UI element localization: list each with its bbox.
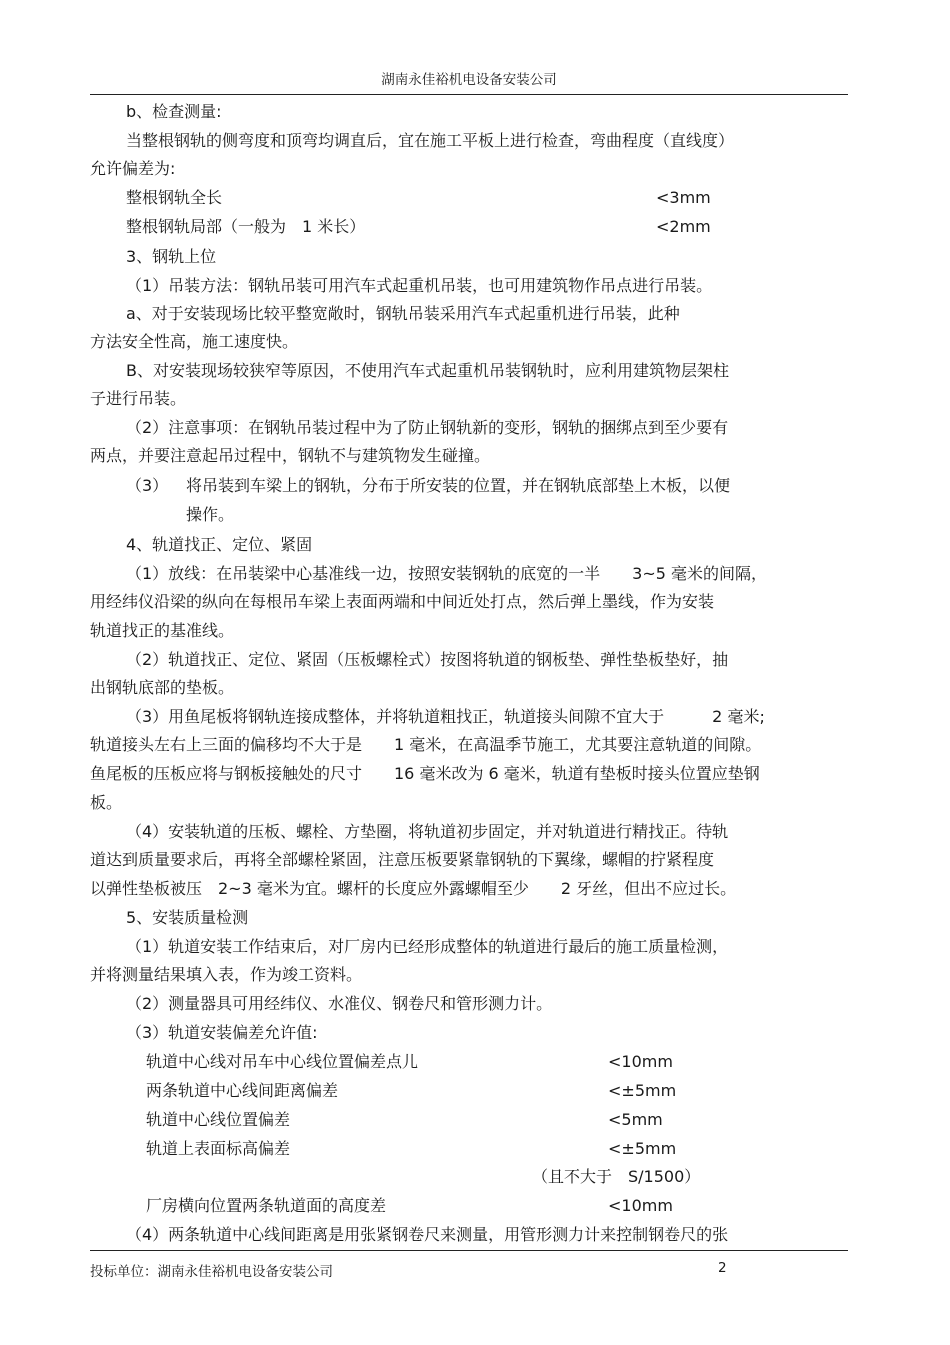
- paragraph-line: （3）用鱼尾板将钢轨连接成整体，并将轨道粗找正，轨道接头间隙不宜大于 2 毫米;: [126, 707, 765, 726]
- tolerance-value: <2mm: [656, 217, 711, 236]
- deviation-note: （且不大于 S/1500）: [532, 1167, 701, 1186]
- paragraph-line: 将吊装到车梁上的钢轨，分布于所安装的位置，并在钢轨底部垫上木板，以便: [186, 476, 731, 495]
- section-heading: 5、安装质量检测: [126, 908, 249, 927]
- paragraph-line: （1）轨道安装工作结束后，对厂房内已经形成整体的轨道进行最后的施工质量检测，: [126, 937, 729, 956]
- deviation-label: 轨道中心线位置偏差: [146, 1110, 291, 1129]
- page-header: [90, 68, 848, 95]
- paragraph-line: 轨道接头左右上三面的偏移均不大于是 1 毫米，在高温季节施工，尤其要注意轨道的间隙。: [90, 735, 762, 754]
- header-company: 湖南永佳裕机电设备安装公司: [381, 72, 557, 88]
- paragraph-line: a、对于安装现场比较平整宽敞时，钢轨吊装采用汽车式起重机进行吊装，此种: [126, 304, 680, 323]
- deviation-value: <5mm: [608, 1110, 663, 1129]
- deviation-value: <10mm: [608, 1052, 673, 1071]
- deviation-label: 两条轨道中心线间距离偏差: [146, 1081, 339, 1100]
- deviation-label: 轨道中心线对吊车中心线位置偏差点儿: [146, 1052, 419, 1071]
- tolerance-value: <3mm: [656, 188, 711, 207]
- section-b-title: b、检查测量:: [126, 102, 222, 121]
- paragraph-line: 当整根钢轨的侧弯度和顶弯均调直后，宜在施工平板上进行检查，弯曲程度（直线度）: [126, 131, 735, 150]
- paragraph-line: 以弹性垫板被压 2~3 毫米为宜。螺杆的长度应外露螺帽至少 2 牙丝，但出不应过长。: [90, 879, 737, 898]
- item-number: （3）: [126, 476, 169, 495]
- paragraph-line: （4）安装轨道的压板、螺栓、方垫圈，将轨道初步固定，并对轨道进行精找正。待轨: [126, 822, 729, 841]
- paragraph-line: 并将测量结果填入表，作为竣工资料。: [90, 965, 363, 984]
- paragraph-line: B、对安装现场较狭窄等原因，不使用汽车式起重机吊装钢轨时，应利用建筑物层架柱: [126, 361, 729, 380]
- paragraph-line: 出钢轨底部的垫板。: [90, 678, 235, 697]
- paragraph-line: 用经纬仪沿梁的纵向在每根吊车梁上表面两端和中间近处打点，然后弹上墨线，作为安装: [90, 592, 715, 611]
- footer-rule: [90, 1250, 848, 1251]
- paragraph-line: 鱼尾板的压板应将与钢板接触处的尺寸 16 毫米改为 6 毫米，轨道有垫板时接头位置应垫钢: [90, 764, 760, 783]
- section-heading: 4、轨道找正、定位、紧固: [126, 535, 313, 554]
- deviation-value: <±5mm: [608, 1139, 677, 1158]
- paragraph-line: 板。: [90, 793, 123, 812]
- paragraph-line: （1）放线：在吊装梁中心基准线一边，按照安装钢轨的底宽的一半 3~5 毫米的间隔，: [126, 564, 768, 583]
- section-heading: 3、钢轨上位: [126, 247, 217, 266]
- paragraph-line: （3）轨道安装偏差允许值:: [126, 1023, 318, 1042]
- tolerance-label: 整根钢轨局部（一般为 1 米长）: [126, 217, 366, 236]
- paragraph-line: （2）注意事项：在钢轨吊装过程中为了防止钢轨新的变形，钢轨的捆绑点到至少要有: [126, 418, 729, 437]
- paragraph-line: （4）两条轨道中心线间距离是用张紧钢卷尺来测量，用管形测力计来控制钢卷尺的张: [126, 1225, 729, 1244]
- paragraph-line: 两点，并要注意起吊过程中，钢轨不与建筑物发生碰撞。: [90, 446, 491, 465]
- deviation-label: 厂房横向位置两条轨道面的高度差: [146, 1196, 387, 1215]
- paragraph-line: 道达到质量要求后，再将全部螺栓紧固，注意压板要紧靠钢轨的下翼缘，螺帽的拧紧程度: [90, 850, 715, 869]
- paragraph-line: 轨道找正的基准线。: [90, 621, 235, 640]
- paragraph-line: （2）轨道找正、定位、紧固（压板螺栓式）按图将轨道的钢板垫、弹性垫板垫好，抽: [126, 650, 729, 669]
- page-number: 2: [718, 1260, 727, 1276]
- footer-bidder: 投标单位：湖南永佳裕机电设备安装公司: [90, 1264, 333, 1280]
- paragraph-line: 方法安全性高，施工速度快。: [90, 332, 299, 351]
- paragraph-line: （1）吊装方法：钢轨吊装可用汽车式起重机吊装，也可用建筑物作吊点进行吊装。: [126, 276, 713, 295]
- paragraph-line: 子进行吊装。: [90, 389, 187, 408]
- deviation-value: <±5mm: [608, 1081, 677, 1100]
- deviation-label: 轨道上表面标高偏差: [146, 1139, 291, 1158]
- paragraph-line: 允许偏差为:: [90, 159, 176, 178]
- deviation-value: <10mm: [608, 1196, 673, 1215]
- paragraph-line: 操作。: [186, 505, 235, 524]
- tolerance-label: 整根钢轨全长: [126, 188, 223, 207]
- paragraph-line: （2）测量器具可用经纬仪、水准仪、钢卷尺和管形测力计。: [126, 994, 553, 1013]
